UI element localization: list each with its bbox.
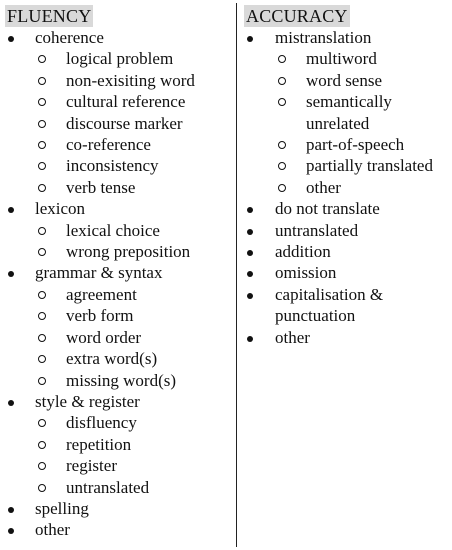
fluency-heading: FLUENCY — [7, 6, 92, 26]
subcategory-item: non-exisiting word — [35, 70, 230, 91]
subcategory-item: logical problem — [35, 48, 230, 69]
subcategory-item: discourse marker — [35, 113, 230, 134]
category-label: spelling — [35, 498, 89, 518]
category-omission — [244, 262, 449, 283]
category-lexicon — [5, 198, 230, 262]
subcategory-item: word order — [35, 327, 230, 348]
subcategory-list — [35, 284, 230, 391]
subcategory-item: verb form — [35, 305, 230, 326]
subcategory-item: wrong preposition — [35, 241, 230, 262]
subcategory-item: register — [35, 455, 230, 476]
subcategory-item: disfluency — [35, 412, 230, 433]
category-label: capitalisation & punctuation — [275, 284, 384, 326]
category-capitalisation-punctuation — [244, 284, 449, 327]
subcategory-item: other — [275, 177, 449, 198]
fluency-list — [5, 27, 230, 541]
subcategory-item: inconsistency — [35, 155, 230, 176]
category-grammar-syntax — [5, 262, 230, 390]
accuracy-column — [244, 5, 449, 348]
subcategory-item: extra word(s) — [35, 348, 230, 369]
subcategory-item: multiword — [275, 48, 449, 69]
category-coherence — [5, 27, 230, 198]
category-do-not-translate — [244, 198, 449, 219]
category-label: omission — [275, 263, 337, 283]
subcategory-item: cultural reference — [35, 91, 230, 112]
category-mistranslation — [244, 27, 449, 198]
category-other — [244, 327, 449, 348]
subcategory-item: lexical choice — [35, 220, 230, 241]
subcategory-item: verb tense — [35, 177, 230, 198]
subcategory-list — [35, 220, 230, 263]
subcategory-item: agreement — [35, 284, 230, 305]
subcategory-item: semantically unrelated — [275, 91, 449, 134]
category-label: untranslated — [275, 220, 359, 240]
subcategory-item: part-of-speech — [275, 134, 449, 155]
subcategory-item: co-reference — [35, 134, 230, 155]
subcategory-item: word sense — [275, 70, 449, 91]
subcategory-item: missing word(s) — [35, 370, 230, 391]
category-untranslated — [244, 220, 449, 241]
category-style-register — [5, 391, 230, 498]
category-label: do not translate — [275, 199, 380, 219]
category-label: grammar & syntax — [35, 263, 163, 283]
category-label: mistranslation — [275, 28, 372, 47]
category-label: coherence — [35, 28, 104, 47]
category-label: other — [275, 327, 310, 347]
column-divider — [236, 3, 237, 547]
category-label: style & register — [35, 391, 140, 411]
subcategory-list — [35, 412, 230, 498]
category-label: lexicon — [35, 199, 86, 219]
subcategory-item: partially translated — [275, 155, 449, 176]
subcategory-list — [35, 48, 230, 198]
category-spelling — [5, 498, 230, 519]
accuracy-list — [244, 27, 449, 348]
category-label: other — [35, 520, 70, 540]
category-addition — [244, 241, 449, 262]
category-label: addition — [275, 242, 331, 262]
accuracy-heading: ACCURACY — [246, 6, 348, 26]
subcategory-list — [275, 48, 449, 198]
category-other — [5, 519, 230, 540]
subcategory-item: untranslated — [35, 477, 230, 498]
fluency-column — [5, 5, 230, 541]
subcategory-item: repetition — [35, 434, 230, 455]
